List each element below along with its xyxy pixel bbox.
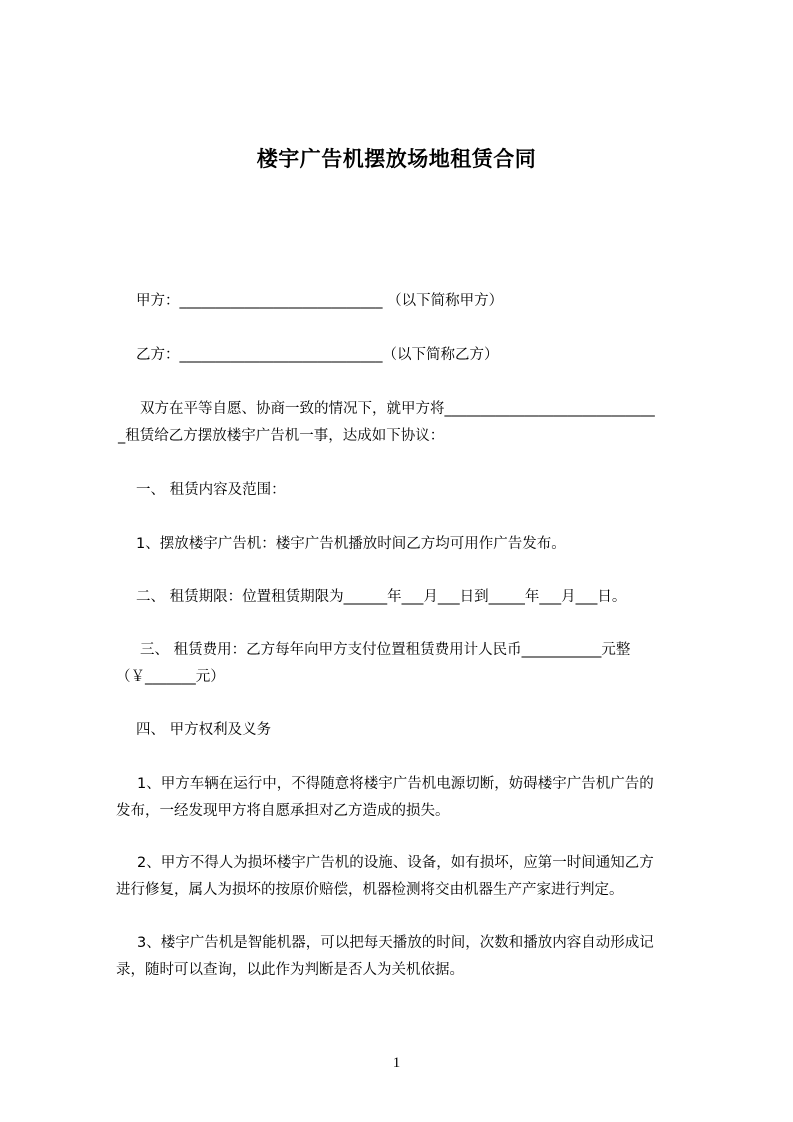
section-4-item-2-line-1: 2、甲方不得人为损坏楼宇广告机的设施、设备，如有损坏，应第一时间通知乙方	[137, 855, 654, 871]
section-3-line-2: （￥_______元）	[116, 669, 225, 685]
party-a-line: 甲方：____________________________ （以下简称甲方）	[136, 293, 504, 309]
section-4-item-3-line-2: 录，随时可以查询，以此作为判断是否人为关机依据。	[116, 962, 464, 978]
intro-line-1: 双方在平等自愿、协商一致的情况下，就甲方将_____________________________	[140, 401, 655, 417]
section-4-heading: 四、 甲方权利及义务	[136, 722, 272, 738]
section-1-heading: 一、 租赁内容及范围：	[136, 482, 286, 498]
page-title: 楼宇广告机摆放场地租赁合同	[256, 147, 537, 171]
section-4-item-1-line-2: 发布，一经发现甲方将自愿承担对乙方造成的损失。	[116, 803, 450, 819]
section-4-item-2-line-2: 进行修复，属人为损坏的按原价赔偿，机器检测将交由机器生产产家进行判定。	[116, 882, 624, 898]
section-1-item-1: 1、摆放楼宇广告机：楼宇广告机播放时间乙方均可用作广告发布。	[136, 536, 566, 552]
page-number: 1	[392, 1055, 401, 1071]
intro-line-2: _租赁给乙方摆放楼宇广告机一事，达成如下协议：	[118, 428, 445, 444]
section-4-item-3-line-1: 3、楼宇广告机是智能机器，可以把每天播放的时间，次数和播放内容自动形成记	[137, 935, 654, 951]
party-b-line: 乙方：____________________________（以下简称乙方）	[136, 347, 499, 363]
section-3-line-1: 三、 租赁费用：乙方每年向甲方支付位置租赁费用计人民币___________元整	[140, 642, 631, 658]
section-4-item-1-line-1: 1、甲方车辆在运行中，不得随意将楼宇广告机电源切断，妨碍楼宇广告机广告的	[137, 776, 654, 792]
section-2: 二、 租赁期限：位置租赁期限为______年___月___日到_____年___月___日。	[136, 589, 627, 605]
